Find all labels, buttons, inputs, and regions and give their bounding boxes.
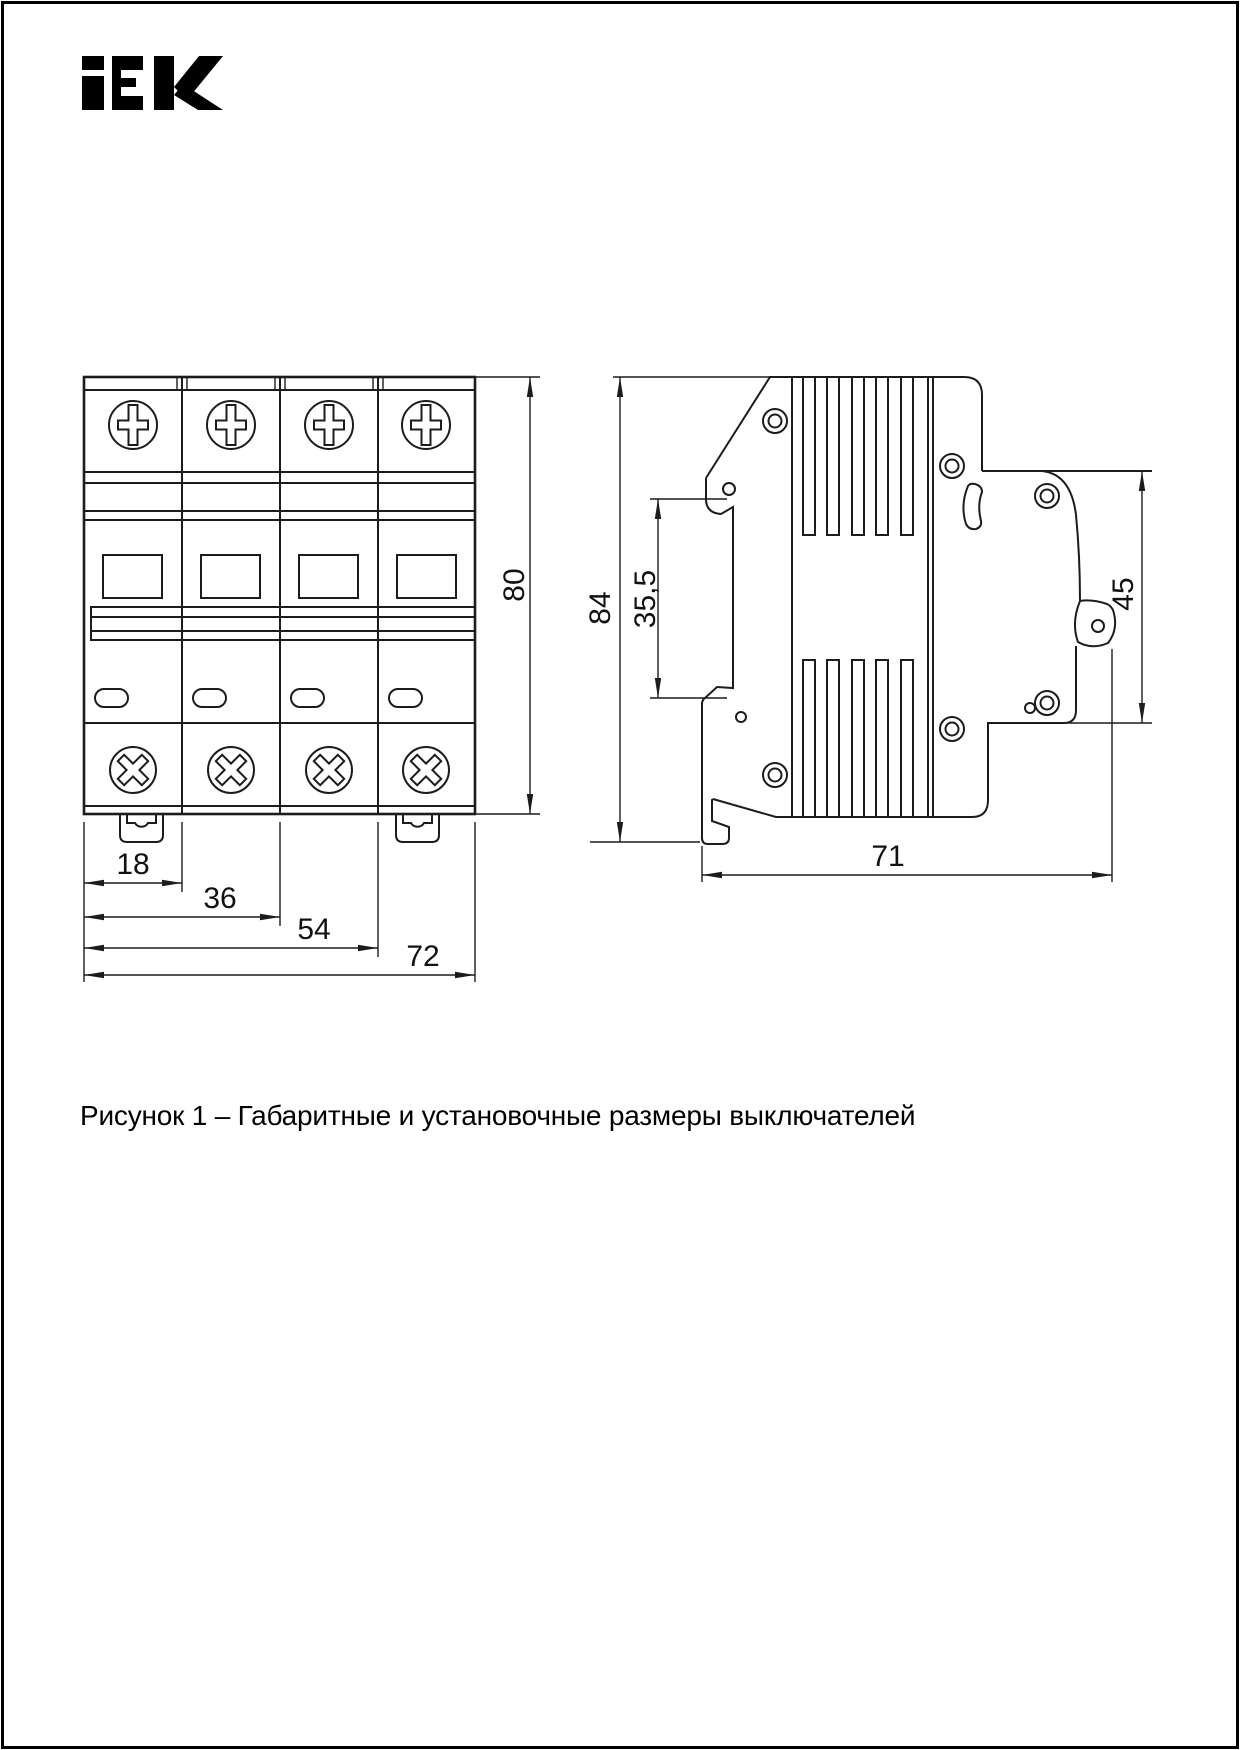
side-view	[584, 377, 1152, 882]
dim-label-54: 54	[297, 913, 331, 946]
figure-caption: Рисунок 1 – Габаритные и установочные размеры выключателей	[80, 1100, 916, 1131]
front-view-dimensions	[84, 377, 540, 982]
kidney-slot	[963, 484, 982, 529]
dim-label-80: 80	[498, 568, 531, 602]
dim-label-71: 71	[871, 840, 905, 873]
dim-label-84: 84	[584, 591, 617, 625]
dim-label-45: 45	[1107, 577, 1140, 611]
vent-slots-top	[803, 377, 913, 535]
din-notch	[705, 478, 733, 698]
front-view	[84, 377, 540, 982]
vent-slots-bottom	[803, 660, 913, 817]
dim-label-72: 72	[406, 940, 440, 973]
toggle-tie-bar	[91, 607, 475, 640]
dim-label-36: 36	[203, 882, 237, 915]
dim-label-18: 18	[116, 848, 150, 881]
side-view-dimensions	[584, 377, 1152, 882]
din-clip	[702, 698, 729, 844]
dim-label-35-5: 35,5	[629, 569, 662, 629]
